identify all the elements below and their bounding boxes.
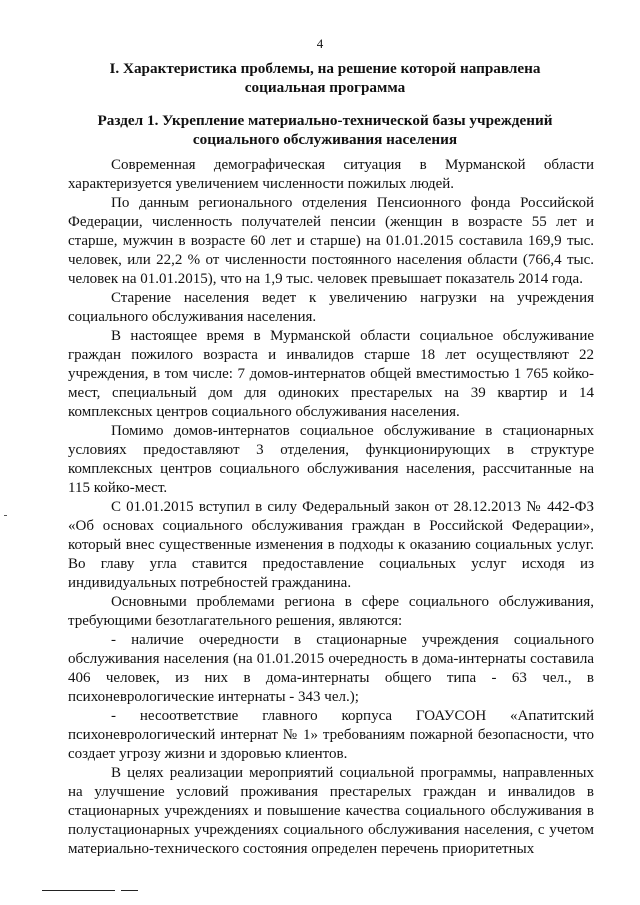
section-title: I. Характеристика проблемы, на решение которой направлена социальная программа: [109, 60, 541, 96]
margin-mark: [4, 515, 7, 516]
page-number: 4: [316, 36, 324, 51]
paragraph: Основными проблемами региона в сфере социального обслуживания, требующими безотлагательного решения, являются:: [68, 594, 594, 629]
paragraph: По данным регионального отделения Пенсионного фонда Российской Федерации, численность получателей пенсии (женщин в возрасте 55 лет и старше, мужчин в возрасте 60 лет и старше) на 01.01.2015 составила 169,9 тыс. человек, или 22,2 % от численности постоянного населения области (766,4 тыс. человек на 01.01.2015), что на 1,9 тыс. человек превышает показатель 2014 года.: [68, 195, 594, 287]
paragraph: Современная демографическая ситуация в Мурманской области характеризуется увеличением численности пожилых людей.: [68, 157, 594, 192]
list-item: - наличие очередности в стационарные учреждения социального обслуживания населения (на 01.01.2015 очередность в дома-интернаты составила 406 человек, из них в дома-интернаты общего типа - 63 чел., в психоневрологические интернаты - 343 чел.);: [68, 632, 594, 705]
footer-rule-short: [121, 890, 138, 891]
subsection-title: Раздел 1. Укрепление материально-технической базы учреждений социального обслуживания населения: [97, 112, 553, 148]
footer-rule: [42, 890, 115, 891]
paragraph: Старение населения ведет к увеличению нагрузки на учреждения социального обслуживания населения.: [68, 290, 594, 325]
paragraph: Помимо домов-интернатов социальное обслуживание в стационарных условиях предоставляют 3 отделения, функционирующих в структуре комплексных центров социального обслуживания населения, рассчитанные на 115 койко-мест.: [68, 423, 594, 496]
list-item: - несоответствие главного корпуса ГОАУСОН «Апатитский психоневрологический интернат № 1» требованиям пожарной безопасности, что создает угрозу жизни и здоровью клиентов.: [68, 708, 594, 762]
paragraph: В целях реализации мероприятий социальной программы, направленных на улучшение условий проживания престарелых граждан и инвалидов в стационарных учреждениях и повышение качества социального обслуживания в полустационарных учреждениях социального обслуживания населения, с учетом материально-технического состояния определен перечень приоритетных: [68, 765, 594, 857]
paragraph: В настоящее время в Мурманской области социальное обслуживание граждан пожилого возраста и инвалидов старше 18 лет осуществляют 22 учреждения, в том числе: 7 домов-интернатов общей вместимостью 1 765 койко-мест, специальный дом для одиноких престарелых на 39 квартир и 14 комплексных центров социального обслуживания населения.: [68, 328, 594, 420]
paragraph: С 01.01.2015 вступил в силу Федеральный закон от 28.12.2013 № 442-ФЗ «Об основах социального обслуживания граждан в Российской Федерации», который внес существенные изменения в подходы к оказанию социальных услуг. Во главу угла ставится предоставление социальных услуг исходя из индивидуальных потребностей гражданина.: [68, 499, 594, 591]
document-body: [68, 156, 594, 859]
